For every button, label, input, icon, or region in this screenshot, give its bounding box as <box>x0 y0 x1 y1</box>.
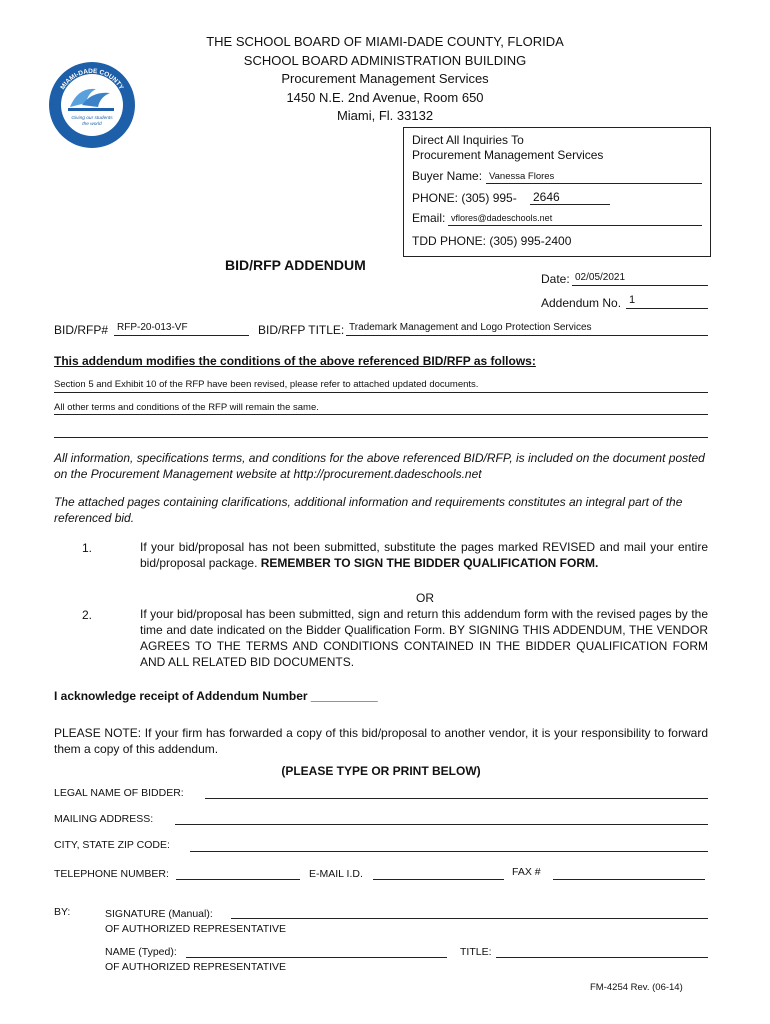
modifies-heading: This addendum modifies the conditions of the above referenced BID/RFP as follows: <box>54 354 536 368</box>
title-field[interactable] <box>496 957 708 958</box>
email-value: vflores@dadeschools.net <box>451 213 553 223</box>
svg-text:PUBLIC SCHOOLS: PUBLIC SCHOOLS <box>63 114 121 134</box>
bid-number-value: RFP-20-013-VF <box>117 322 188 333</box>
fax-label: FAX # <box>512 866 541 878</box>
legal-name-field[interactable] <box>205 798 708 799</box>
inquiries-line-2: Procurement Management Services <box>412 148 604 162</box>
inquiries-line-1: Direct All Inquiries To <box>412 133 524 147</box>
form-number: FM-4254 Rev. (06-14) <box>590 982 683 993</box>
date-value: 02/05/2021 <box>575 272 626 283</box>
bid-number-field[interactable] <box>114 322 249 336</box>
mailing-address-label: MAILING ADDRESS: <box>54 813 154 825</box>
legal-name-label: LEGAL NAME OF BIDDER: <box>54 787 184 799</box>
addendum-number-field[interactable] <box>626 294 708 309</box>
city-state-zip-field[interactable] <box>190 851 708 852</box>
item-1-text <box>140 539 708 571</box>
letterhead-line-1: THE SCHOOL BOARD OF MIAMI-DADE COUNTY, FLORIDA <box>206 34 564 49</box>
name-typed-label: NAME (Typed): <box>105 946 177 958</box>
acknowledge-receipt: I acknowledge receipt of Addendum Number __________ <box>54 689 378 703</box>
letterhead-line-5: Miami, Fl. 33132 <box>336 108 434 123</box>
title-label: TITLE: <box>460 946 492 958</box>
print-below-heading: (PLEASE TYPE OR PRINT BELOW) <box>281 764 481 778</box>
bid-title-field[interactable] <box>346 322 708 336</box>
bid-title-value: Trademark Management and Logo Protection Services <box>349 322 592 333</box>
school-seal-logo <box>48 61 136 149</box>
name-authorized-rep: OF AUTHORIZED REPRESENTATIVE <box>105 961 287 973</box>
email-label: Email: <box>412 211 446 225</box>
fax-field[interactable] <box>553 879 705 880</box>
item-2-number: 2. <box>82 608 93 622</box>
svg-text:Giving our students: Giving our students <box>71 116 113 121</box>
svg-text:the world: the world <box>82 122 102 127</box>
email-id-field[interactable] <box>373 879 504 880</box>
mod-line-2-rule <box>54 414 708 415</box>
or-separator: OR <box>416 591 434 605</box>
item-1-body: If your bid/proposal has not been submitted, substitute the pages marked REVISED and mail your entire bid/proposal package. <box>140 540 708 570</box>
mod-line-1-rule <box>54 392 708 393</box>
info-paragraph: All information, specifications terms, and conditions for the above referenced BID/RFP, is included on the document posted on the Procurement Management website at http://procurement.dadeschools.net <box>54 451 705 481</box>
phone-value: 2646 <box>533 190 560 204</box>
phone-field[interactable] <box>530 190 610 205</box>
email-id-label: E-MAIL I.D. <box>309 868 363 880</box>
attached-paragraph: The attached pages containing clarifications, additional information and requirements constitutes an integral part of the referenced bid. <box>54 495 683 525</box>
bid-number-label: BID/RFP# <box>54 323 109 337</box>
item-1-number: 1. <box>82 541 93 555</box>
buyer-name-value: Vanessa Flores <box>489 171 555 182</box>
mailing-address-field[interactable] <box>175 824 708 825</box>
svg-text:MIAMI-DADE COUNTY: MIAMI-DADE COUNTY <box>59 67 125 91</box>
item-2-text: If your bid/proposal has been submitted, sign and return this addendum form with the revised pages by the time and date indicated on the Bidder Qualification Form. BY SIGNING THIS ADDENDUM, THE VENDOR AGREES TO THE TERMS AND CONDITIONS CONTAINED IN THE BIDDER QUALIFICATION FORM AND ALL RELATED BID DOCUMENTS. <box>140 607 708 669</box>
modification-line-2: All other terms and conditions of the RFP will remain the same. <box>54 402 319 413</box>
page-title: BID/RFP ADDENDUM <box>225 257 366 273</box>
addendum-number-value: 1 <box>629 294 636 306</box>
date-field[interactable] <box>572 272 708 286</box>
letterhead-line-3: Procurement Management Services <box>281 71 489 86</box>
by-label: BY: <box>54 906 71 918</box>
signature-field[interactable] <box>231 918 708 919</box>
signature-label: SIGNATURE (Manual): <box>105 908 213 920</box>
letterhead <box>150 33 620 126</box>
signature-authorized-rep: OF AUTHORIZED REPRESENTATIVE <box>105 923 287 935</box>
letterhead-line-4: 1450 N.E. 2nd Avenue, Room 650 <box>286 89 484 105</box>
phone-label: PHONE: (305) 995- <box>412 191 517 205</box>
contact-box <box>403 127 711 257</box>
please-note: PLEASE NOTE: If your firm has forwarded a copy of this bid/proposal to another vendor, it is your responsibility to forward them a copy of this addendum. <box>54 726 708 756</box>
tdd-phone: TDD PHONE: (305) 995-2400 <box>412 234 572 248</box>
addendum-number-label: Addendum No. <box>541 296 622 310</box>
bid-title-label: BID/RFP TITLE: <box>258 323 345 337</box>
buyer-name-field[interactable] <box>486 170 702 184</box>
telephone-label: TELEPHONE NUMBER: <box>54 868 169 880</box>
buyer-name-label: Buyer Name: <box>412 169 483 183</box>
city-state-zip-label: CITY, STATE ZIP CODE: <box>54 839 170 851</box>
mod-line-3-rule <box>54 437 708 438</box>
telephone-field[interactable] <box>176 879 300 880</box>
date-label: Date: <box>541 272 570 286</box>
email-field[interactable] <box>448 212 702 226</box>
modification-line-1: Section 5 and Exhibit 10 of the RFP have been revised, please refer to attached updated documents. <box>54 379 479 390</box>
letterhead-line-2: SCHOOL BOARD ADMINISTRATION BUILDING <box>243 52 527 68</box>
item-1-bold: REMEMBER TO SIGN THE BIDDER QUALIFICATION FORM. <box>260 556 599 570</box>
name-typed-field[interactable] <box>186 957 447 958</box>
